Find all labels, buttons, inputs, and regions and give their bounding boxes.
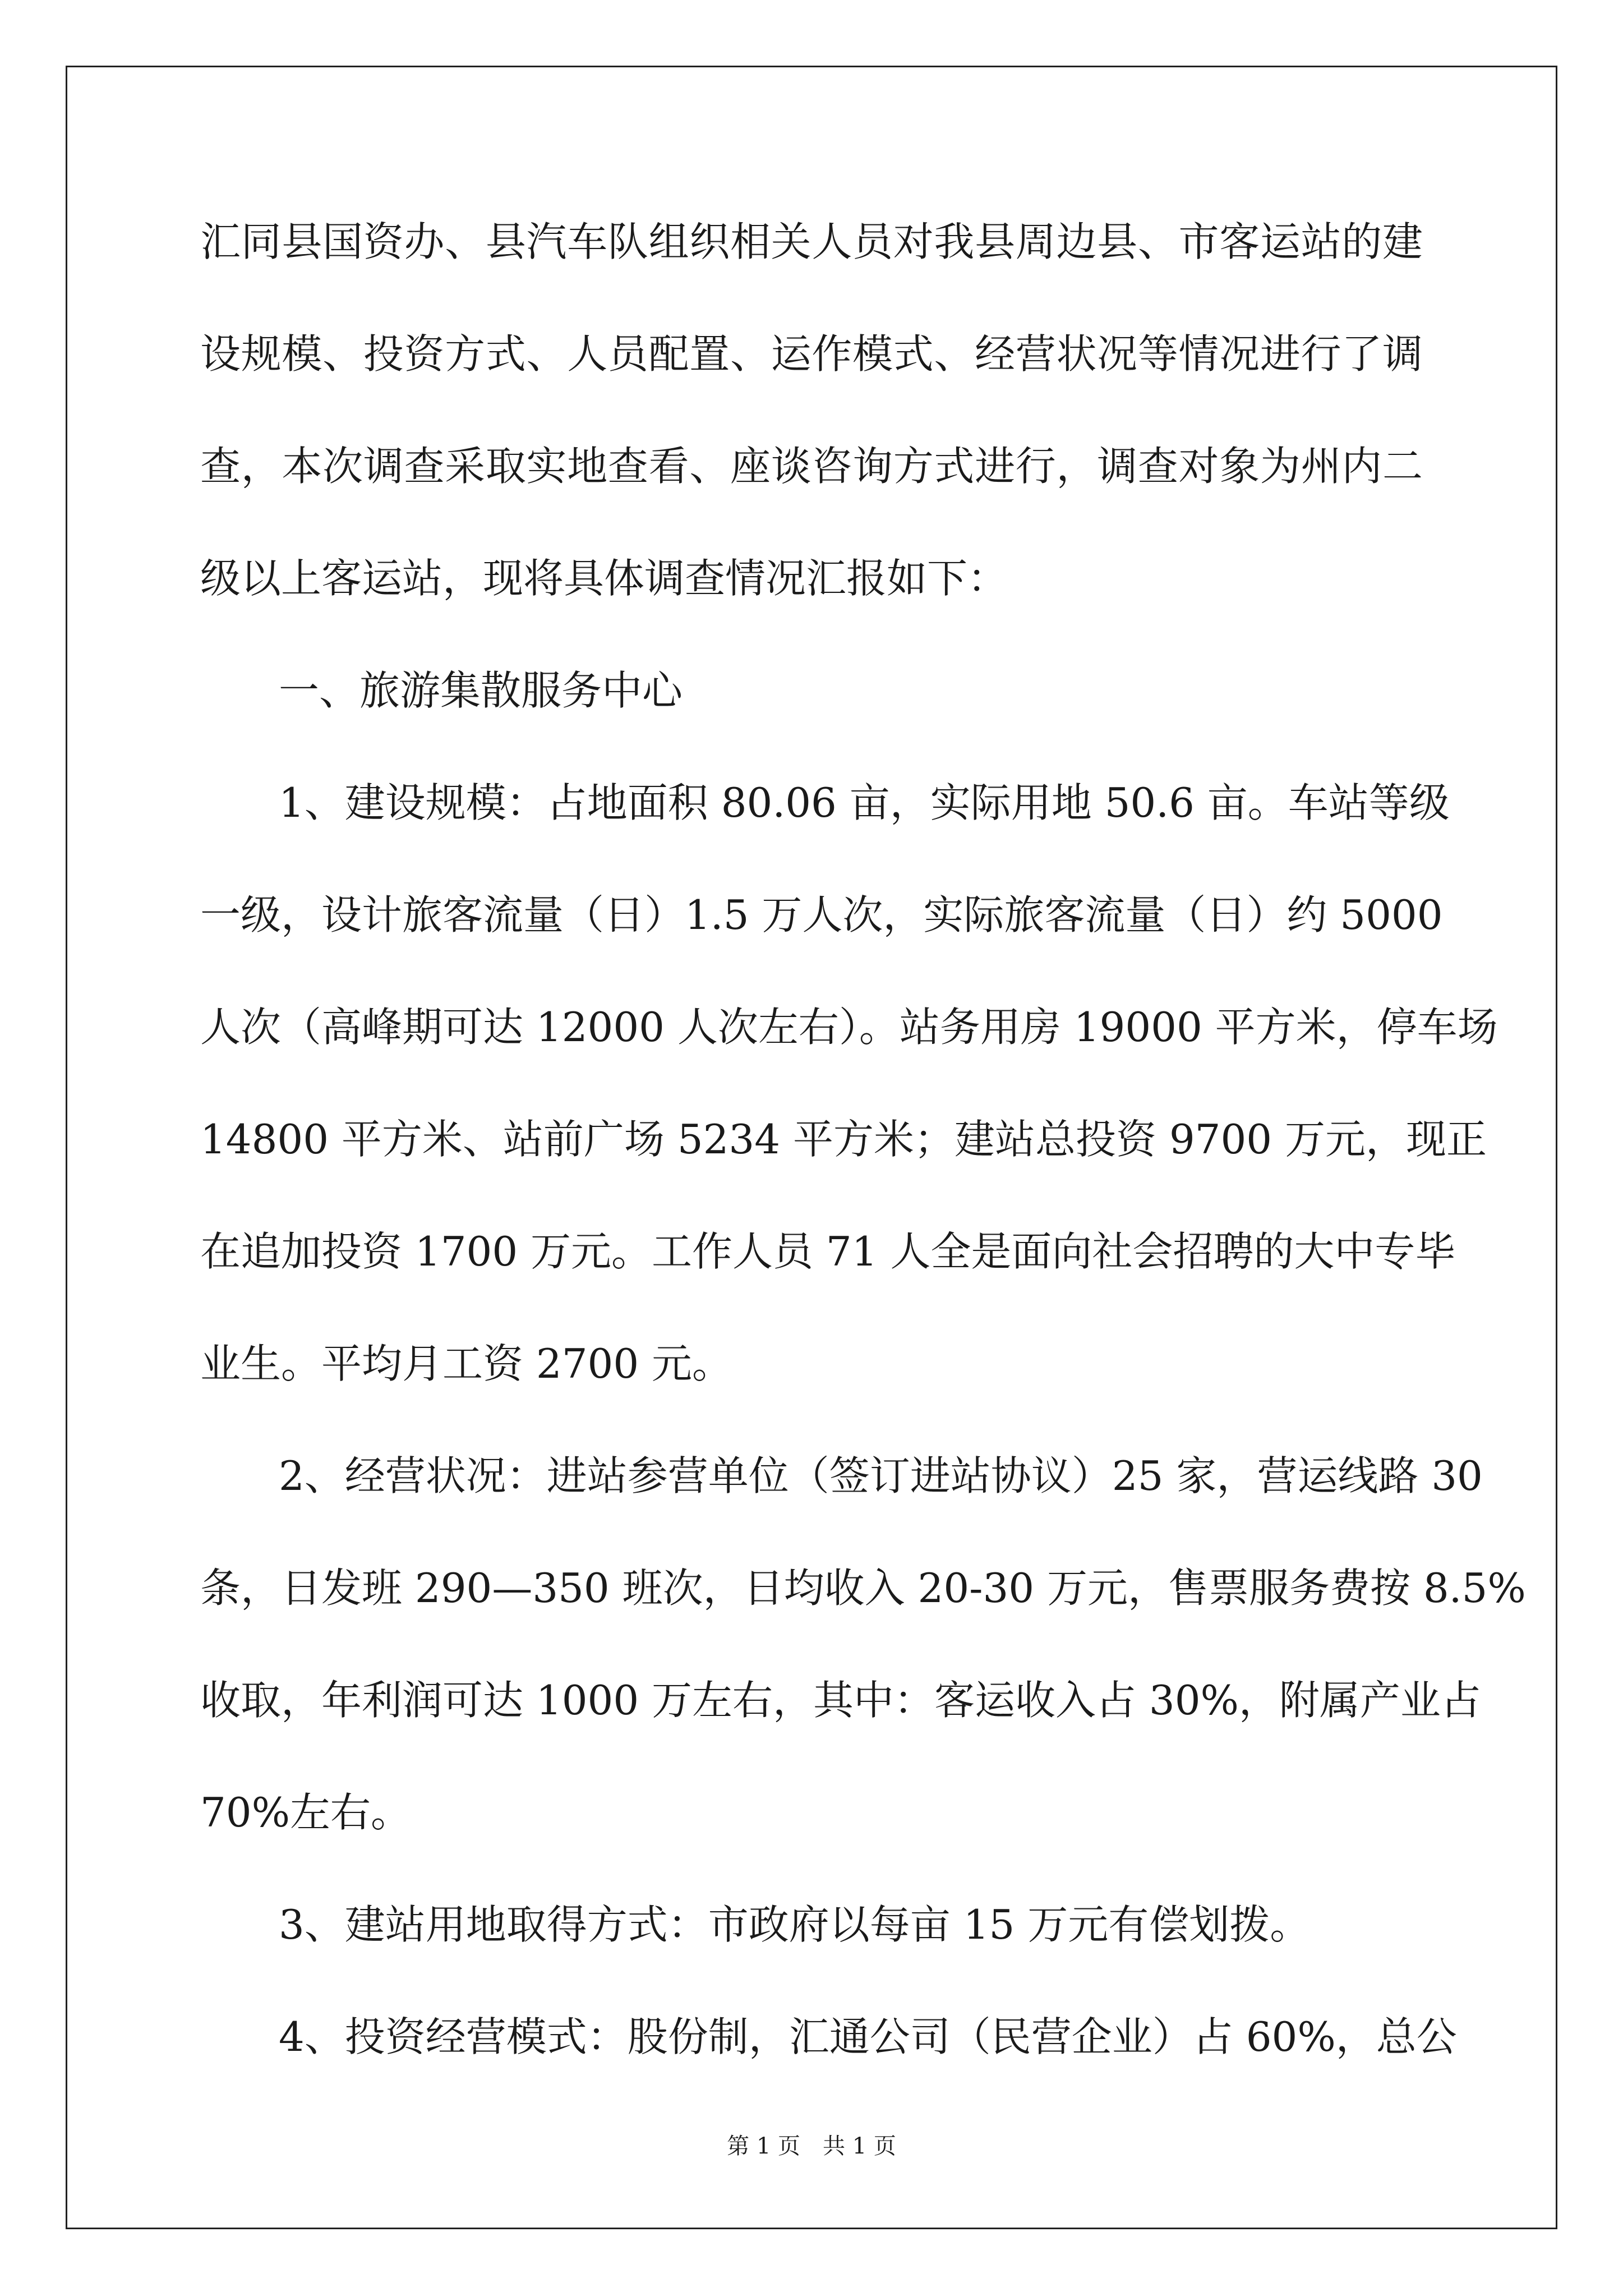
- paragraph-line: 4、投资经营模式：股份制，汇通公司（民营企业）占 60%，总公: [279, 2013, 1457, 2060]
- paragraph-line: 2、经营状况：进站参营单位（签订进站协议）25 家，营运线路 30: [279, 1452, 1483, 1499]
- paragraph-line: 在追加投资 1700 万元。工作人员 71 人全是面向社会招聘的大中专毕: [200, 1228, 1456, 1275]
- paragraph-line: 人次（高峰期可达 12000 人次左右）。站务用房 19000 平方米，停车场: [200, 1004, 1498, 1051]
- paragraph-line: 查，本次调查采取实地查看、座谈咨询方式进行，调查对象为州内二: [200, 443, 1423, 490]
- paragraph-line: 级以上客运站，现将具体调查情况汇报如下：: [200, 555, 1008, 602]
- paragraph-line: 设规模、投资方式、人员配置、运作模式、经营状况等情况进行了调: [200, 330, 1423, 378]
- paragraph-line: 收取，年利润可达 1000 万左右，其中：客运收入占 30%，附属产业占: [200, 1677, 1481, 1724]
- document-body: [200, 214, 1526, 2121]
- paragraph-line: 一级，设计旅客流量（日）1.5 万人次，实际旅客流量（日）约 5000: [200, 891, 1443, 938]
- paragraph-line: 业生。平均月工资 2700 元。: [200, 1340, 733, 1387]
- page-number-footer: 第 1 页 共 1 页: [727, 2133, 896, 2159]
- paragraph-line: 70%左右。: [200, 1789, 412, 1836]
- paragraph-line: 3、建站用地取得方式：市政府以每亩 15 万元有偿划拨。: [279, 1901, 1311, 1948]
- section-heading: 一、旅游集散服务中心: [279, 667, 683, 714]
- paragraph-line: 1、建设规模：占地面积 80.06 亩，实际用地 50.6 亩。车站等级: [279, 779, 1450, 826]
- paragraph-line: 汇同县国资办、县汽车队组织相关人员对我县周边县、市客运站的建: [200, 218, 1423, 265]
- paragraph-line: 条，日发班 290—350 班次，日均收入 20-30 万元，售票服务费按 8.5%: [200, 1565, 1526, 1612]
- paragraph-line: 14800 平方米、站前广场 5234 平方米；建站总投资 9700 万元，现正: [200, 1116, 1487, 1163]
